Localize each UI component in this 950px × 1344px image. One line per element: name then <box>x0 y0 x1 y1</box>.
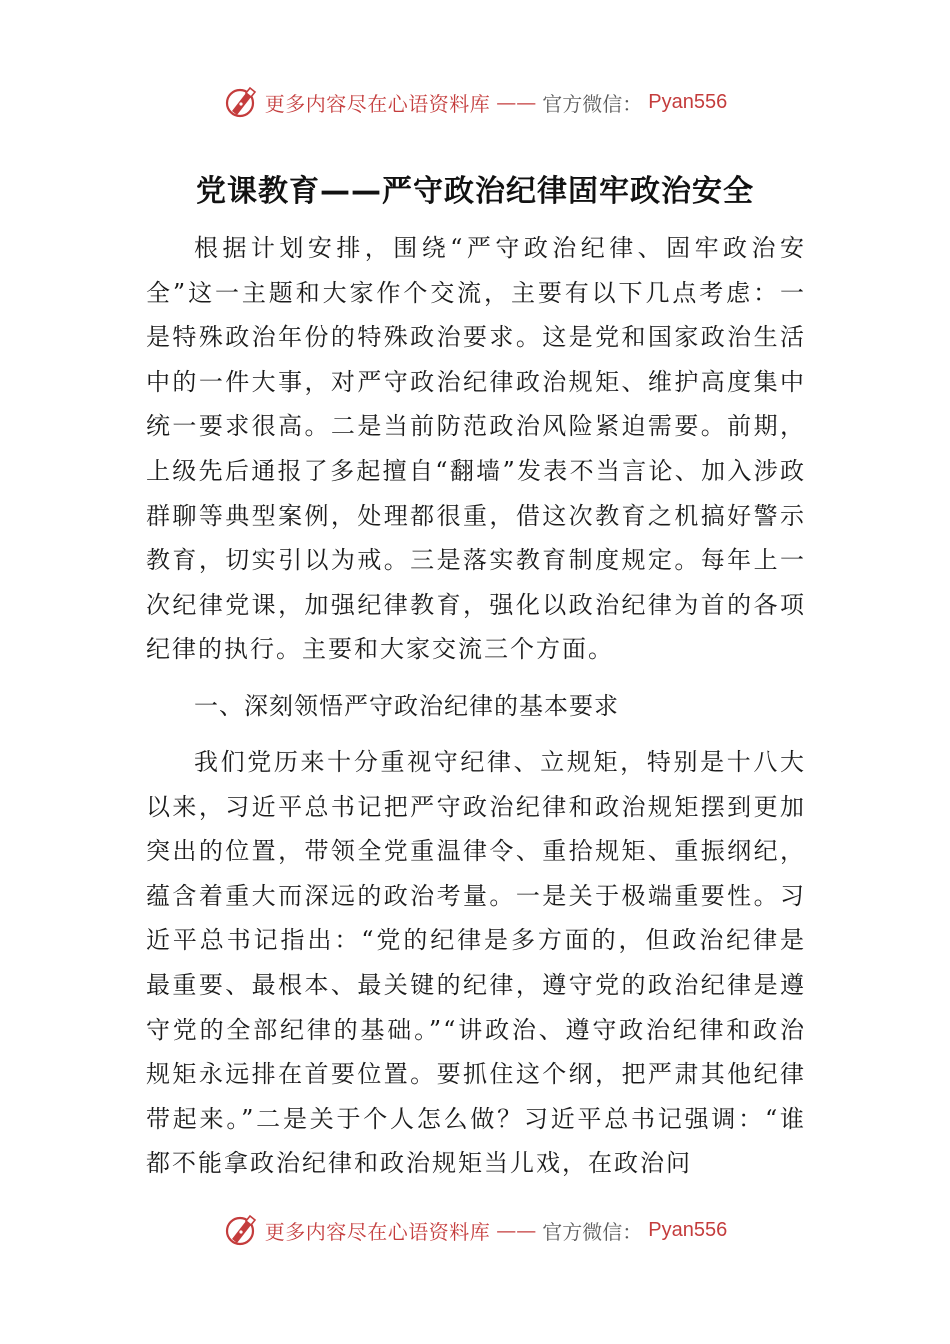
document-title: 党课教育——严守政治纪律固牢政治安全 <box>196 174 754 209</box>
pen-nib-logo-icon <box>223 1212 259 1248</box>
banner-dash: —— <box>496 1218 537 1242</box>
document-body <box>146 226 806 1186</box>
banner-wechat-label: 官方微信： <box>542 1219 643 1244</box>
footer-banner <box>0 1210 950 1250</box>
banner-slogan: 更多内容尽在心语资料库 <box>264 91 491 116</box>
banner-wechat-label: 官方微信： <box>542 91 643 116</box>
pen-nib-logo-icon <box>223 84 259 120</box>
section-heading: 一、深刻领悟严守政治纪律的基本要求 <box>194 691 619 720</box>
banner-wechat-id: Pyan556 <box>648 1218 728 1241</box>
intro-paragraph: 根据计划安排，围绕“严守政治纪律、固牢政治安全”这一主题和大家作个交流，主要有以下几点考虑：一是特殊政治年份的特殊政治要求。这是党和国家政治生活中的一件大事，对严守政治纪律政治规矩、维护高度集中统一要求很高。二是当前防范政治风险紧迫需要。前期，上级先后通报了多起擅自“翻墙”发表不当言论、加入涉政群聊等典型案例，处理都很重，借这次教育之机搞好警示教育，切实引以为戒。三是落实教育制度规定。每年上一次纪律党课，加强纪律教育，强化以政治纪律为首的各项纪律的执行。主要和大家交流三个方面。 <box>146 234 806 664</box>
banner-slogan: 更多内容尽在心语资料库 <box>264 1219 491 1244</box>
banner-wechat-id: Pyan556 <box>648 90 728 113</box>
banner-dash: —— <box>496 90 537 114</box>
header-banner <box>0 82 950 122</box>
section-paragraph: 我们党历来十分重视守纪律、立规矩，特别是十八大以来，习近平总书记把严守政治纪律和政治规矩摆到更加突出的位置，带领全党重温律令、重拾规矩、重振纲纪，蕴含着重大而深远的政治考量。一是关于极端重要性。习近平总书记指出：“党的纪律是多方面的，但政治纪律是最重要、最根本、最关键的纪律，遵守党的政治纪律是遵守党的全部纪律的基础。”“讲政治、遵守政治纪律和政治规矩永远排在首要位置。要抓住这个纲，把严肃其他纪律带起来。”二是关于个人怎么做？习近平总书记强调：“谁都不能拿政治纪律和政治规矩当儿戏，在政治问 <box>146 747 806 1178</box>
